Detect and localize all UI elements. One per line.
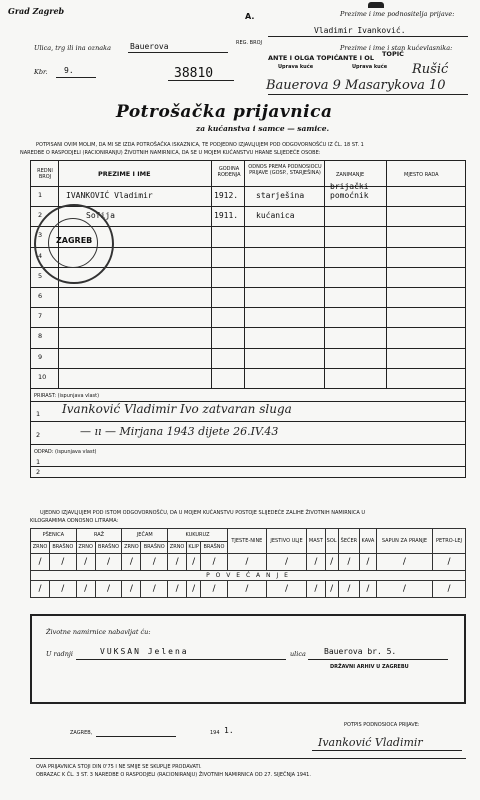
grocer-in-label: U radnji bbox=[46, 650, 73, 658]
stock-group-jecam: JEČAM bbox=[122, 529, 168, 542]
stock-sub-1: BRAŠNO bbox=[49, 541, 76, 554]
col-header-name: PREZIME I IME bbox=[98, 170, 151, 178]
grocer-name: VUKSAN Jelena bbox=[100, 647, 189, 656]
form-title: Potrošačka prijavnica bbox=[116, 102, 333, 122]
stock-sub-4: ZRNO bbox=[122, 541, 141, 554]
reg-label: REG. BROJ bbox=[236, 40, 263, 46]
handwritten-address: Bauerova 9 Masarykova 10 bbox=[266, 78, 446, 93]
number-value: 9. bbox=[64, 66, 74, 75]
street-label: Ulica, trg ili ina oznaka bbox=[34, 44, 111, 52]
member-occupation: brijački pomoćnik bbox=[330, 182, 369, 200]
stock-sub-5: BRAŠNO bbox=[141, 541, 168, 554]
prirast-no-2: 2 bbox=[36, 431, 41, 439]
row-divider bbox=[30, 368, 466, 369]
povecanje-label: P O V E Ć A N J E bbox=[31, 570, 466, 580]
stock-sub-3: BRAŠNO bbox=[95, 541, 122, 554]
stamp-text: ZAGREB bbox=[56, 236, 93, 245]
stock-values-row: / / / / / / / / / / / / / / / / / bbox=[31, 554, 466, 571]
landlord-stamp-3: TOPIĆ bbox=[382, 50, 404, 58]
row-number: 9 bbox=[38, 352, 43, 361]
intro-text-1: POTPISANI OVIM MOLIM, DA MI SE IZDA POTROŠAČKA ISKAZNICA, TE PODJEDNO IZJAVLJUJEM POD ODGOVORNOŠĆU IZ ČL. 18 ST. 1 bbox=[36, 142, 364, 148]
year-digit: 1. bbox=[224, 726, 234, 735]
prirast-label: PRIRAST: (ispunjava vlast) bbox=[34, 393, 100, 399]
grocer-street: Bauerova br. 5. bbox=[324, 647, 397, 656]
uprava-label-2: Uprava kuće bbox=[352, 64, 388, 70]
row-divider bbox=[30, 307, 466, 308]
col-header-occupation: ZANIMANJE bbox=[336, 172, 365, 178]
place-label: ZAGREB, bbox=[70, 730, 93, 736]
landlord-label: Prezime i ime i stan kućevlasnika: bbox=[340, 44, 453, 52]
uprava-label-1: Uprava kuće bbox=[278, 64, 314, 70]
member-relation: starješina bbox=[256, 191, 305, 200]
member-name: Sofija bbox=[86, 211, 115, 221]
prirast-row-2: — ıı — Mirjana 1943 dijete 26.IV.43 bbox=[80, 425, 279, 438]
stock-sub-0: ZRNO bbox=[31, 541, 50, 554]
odpad-no-1: 1 bbox=[36, 458, 41, 466]
stock-sub-8: BRAŠNO bbox=[201, 541, 228, 554]
row-number: 5 bbox=[38, 271, 43, 280]
stock-other-6: SAPUN ZA PRANJE bbox=[376, 529, 432, 554]
prirast-no-1: 1 bbox=[36, 410, 41, 418]
stock-other-4: ŠEĆER bbox=[338, 529, 359, 554]
landlord-stamp-2: ANTE I OL bbox=[338, 54, 374, 62]
stock-text-2: KILOGRAMIMA ODNOSNO LITRAMA: bbox=[30, 518, 119, 524]
sign-label: POTPIS PODNOSIOCA PRIJAVE: bbox=[344, 722, 420, 728]
applicant-label: Prezime i ime podnositelja prijave: bbox=[340, 10, 455, 18]
col-header-no: REDNI BROJ bbox=[37, 168, 53, 180]
stock-other-2: MAST bbox=[307, 529, 325, 554]
stock-other-0: TJESTE-NINE bbox=[227, 529, 266, 554]
form-letter: A. bbox=[245, 12, 255, 21]
stock-table bbox=[30, 528, 466, 598]
row-number: 6 bbox=[38, 292, 43, 300]
stock-other-1: JESTIVO ULJE bbox=[266, 529, 306, 554]
stock-sub-6: ZRNO bbox=[168, 541, 187, 554]
prirast-row-1: Ivanković Vladimir Ivo zatvaran sluga bbox=[62, 402, 292, 416]
stock-other-5: KAVA bbox=[360, 529, 377, 554]
archive-stamp: DRŽAVNI ARHIV U ZAGREBU bbox=[330, 664, 409, 670]
row-number: 10 bbox=[38, 372, 47, 381]
odpad-no-2: 2 bbox=[36, 468, 41, 476]
stock-sub-7: KLIP bbox=[187, 541, 201, 554]
row-number: 7 bbox=[38, 312, 43, 321]
member-birth-year: 1911. bbox=[214, 211, 239, 221]
grocer-street-label: ulica bbox=[290, 650, 306, 658]
stock-text-1: UJEDNO IZJAVLJUJEM POD ISTOM ODGOVORNOŠĆU, DA U MOJEM KUĆANSTVU POSTOJE SLIJEDEĆE ZALIHE ŽIVOTNIH NAMIRNICA U bbox=[40, 510, 366, 516]
member-relation: kućanica bbox=[256, 211, 295, 221]
stock-group-psenica: PŠENICA bbox=[31, 529, 77, 542]
odpad-label: ODPAD: (ispunjava vlast) bbox=[34, 449, 97, 455]
stock-other-7: PETRO-LEJ bbox=[433, 529, 466, 554]
col-header-year: GODINA ROĐENJA bbox=[217, 166, 241, 178]
landlord-stamp-1: ANTE I OLGA TOPIĆ bbox=[268, 54, 339, 62]
stock-other-3: SOL bbox=[325, 529, 338, 554]
grocer-label: Životne namirnice nabavljat ću: bbox=[46, 628, 151, 636]
col-header-workplace: MJESTO RADA bbox=[404, 172, 439, 178]
row-divider bbox=[30, 327, 466, 328]
reg-number: 38810 bbox=[174, 66, 214, 81]
intro-text-2: NAREDBE O RASPODJELI (RACIONIRANJU) ŽIVOTNIH NAMIRNICA, DA SE U MOJEM KUĆANSTVU HRANE SLIJEDEĆE OSOBE: bbox=[20, 150, 321, 156]
form-subtitle: za kućanstva i samce — samice. bbox=[196, 124, 330, 133]
year-label: 194 bbox=[210, 730, 220, 736]
official-stamp bbox=[34, 204, 114, 284]
member-name: IVANKOVIĆ Vladimir bbox=[66, 191, 153, 200]
row-divider bbox=[30, 287, 466, 288]
footer-note-1: OVA PRIJAVNICA STOJI DIN 0'75 I NE SMIJE SE SKUPLJE PRODAVATI. bbox=[36, 764, 202, 770]
stock-sub-2: ZRNO bbox=[76, 541, 95, 554]
applicant-value: Vladimir Ivanković. bbox=[314, 26, 406, 35]
row-divider bbox=[30, 206, 466, 207]
footer-note-2: OBRAZAC K ČL. 3 ST. 3 NAREDBE O RASPODJELI (RACIONIRANJU) ŽIVOTNIH NAMIRNICA OD 27. SIJEČNJA 1941. bbox=[36, 772, 311, 778]
stock-group-raz: RAŽ bbox=[76, 529, 122, 542]
member-birth-year: 1912. bbox=[214, 191, 239, 200]
povecanje-values-row: / / / / / / / / / / / / / / / / / bbox=[31, 581, 466, 598]
stock-group-kukuruz: KUKURUZ bbox=[168, 529, 228, 542]
city-label: Grad Zagreb bbox=[8, 6, 65, 16]
row-number: 2 bbox=[38, 211, 43, 220]
street-value: Bauerova bbox=[130, 42, 169, 51]
row-number: 3 bbox=[38, 231, 43, 240]
col-header-relation: ODNOS PREMA PODNOSIOCU PRIJAVE (GOSP., STARJEŠINA) bbox=[248, 164, 322, 176]
row-divider bbox=[30, 348, 466, 349]
row-number: 8 bbox=[38, 332, 43, 341]
hat-mark-icon bbox=[368, 2, 384, 8]
row-number: 1 bbox=[38, 191, 43, 199]
row-number: 4 bbox=[38, 251, 43, 260]
signature: Ivanković Vladimir bbox=[318, 736, 423, 749]
handwritten-side: Rušić bbox=[412, 62, 449, 77]
number-label: Kbr. bbox=[34, 68, 48, 76]
